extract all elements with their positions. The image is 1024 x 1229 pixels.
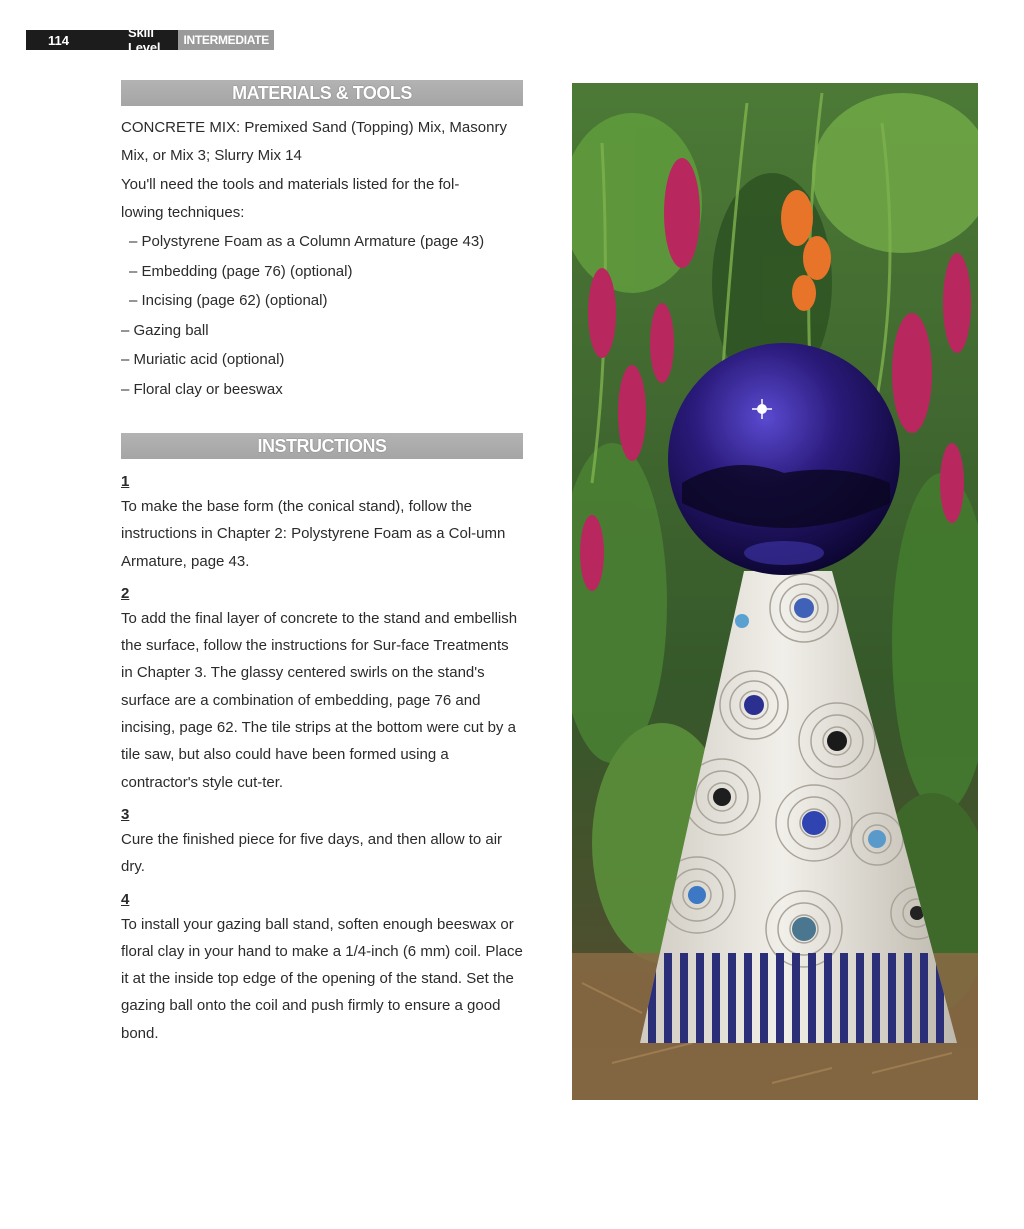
materials-heading: MATERIALS & TOOLS [121,80,523,106]
step-text: To install your gazing ball stand, soften enough beeswax or floral clay in your hand to make a 1/4-inch (6 mm) coil. Place it at the inside top edge of the opening of the stand. Set the gazing ball onto the coil and push firmly to ensure a good bond. [121,915,523,1042]
step-text: To add the final layer of concrete to the stand and embellish the surface, follow the instructions for Sur-face Treatments in Chapter 3. The glassy centered swirls on the stand's surface are a combination of embedding, page 76 and incising, page 62. The tile strips at the bottom were cut by a tile saw, but also could have been formed using a contractor's style cut-ter. [121,609,518,791]
materials-list-item: – Polystyrene Foam as a Column Armature (page 43) [129,233,485,250]
page-header [26,25,274,55]
page-number: 114 [48,32,69,48]
materials-line: lowing techniques: [121,203,245,221]
instructions-heading: INSTRUCTIONS [121,433,523,459]
materials-list-item: – Incising (page 62) (optional) [129,292,328,309]
materials-line: CONCRETE MIX: Premixed Sand (Topping) Mix, Masonry [121,119,507,136]
step-text: Cure the finished piece for five days, and then allow to air dry. [121,830,503,876]
materials-line: Mix, or Mix 3; Slurry Mix 14 [121,146,302,164]
materials-list-item: – Muriatic acid (optional) [121,351,285,368]
materials-section [121,80,523,403]
materials-line: You'll need the tools and materials listed for the fol- [121,176,460,193]
step-number: 4 [121,890,130,908]
step-number: 2 [121,584,130,602]
materials-list-item: – Floral clay or beeswax [121,380,283,398]
materials-list [121,114,523,403]
instructions-section [121,433,523,1047]
materials-list-item: – Embedding (page 76) (optional) [129,262,353,280]
skill-level-badge: INTERMEDIATE [178,30,274,50]
gazing-ball-stand-photo [572,83,978,1100]
step-text: To make the base form (the conical stand), follow the instructions in Chapter 2: Polystyrene Foam as a Col-umn Armature, page 43. [121,498,506,570]
step-number: 3 [121,805,130,823]
materials-list-item: – Gazing ball [121,321,209,339]
skill-level-label: Skill Level [128,25,161,55]
step-number: 1 [121,473,130,490]
